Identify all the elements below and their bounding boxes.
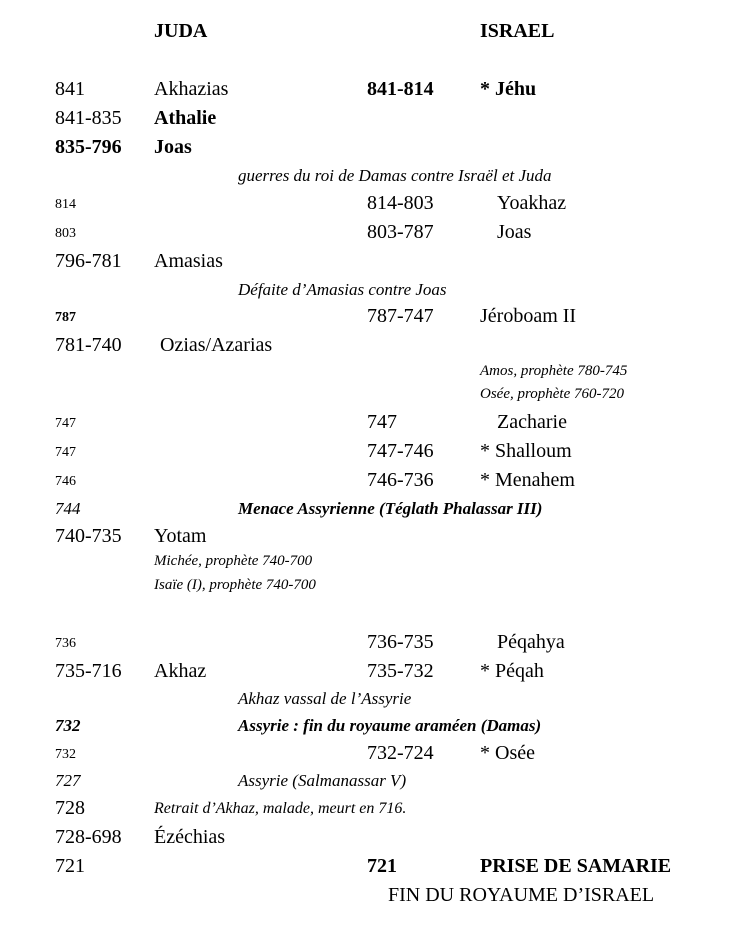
juda-years: 740-735	[55, 525, 122, 547]
israel-years: 814-803	[367, 192, 434, 214]
juda-king: Akhazias	[154, 78, 229, 100]
event-note: Assyrie (Salmanassar V)	[238, 771, 407, 790]
event-note: guerres du roi de Damas contre Israël et Juda	[238, 166, 552, 185]
juda-years: 841-835	[55, 107, 122, 129]
juda-year: 803	[55, 226, 76, 241]
juda-years: 796-781	[55, 250, 122, 272]
prophet-note: Amos, prophète 780-745	[480, 363, 628, 379]
juda-years: 781-740	[55, 334, 122, 356]
event-note: Akhaz vassal de l’Assyrie	[238, 689, 412, 708]
israel-years: 736-735	[367, 631, 434, 653]
juda-year: 728	[55, 797, 85, 819]
israel-king: Zacharie	[497, 411, 567, 433]
israel-years: 841-814	[367, 78, 434, 100]
juda-year: 814	[55, 197, 76, 212]
israel-king: Yoakhaz	[497, 192, 567, 214]
israel-event: PRISE DE SAMARIE	[480, 855, 672, 877]
juda-year: 721	[55, 855, 85, 877]
israel-years: 803-787	[367, 221, 434, 243]
israel-king: * Péqah	[480, 660, 544, 682]
juda-years: 728-698	[55, 826, 122, 848]
israel-years: 787-747	[367, 305, 434, 327]
prophet-note: Isaïe (I), prophète 740-700	[154, 577, 316, 593]
prophet-note: Osée, prophète 760-720	[480, 386, 624, 402]
juda-king: Athalie	[154, 107, 217, 129]
event-year: 744	[55, 499, 81, 518]
juda-year: 841	[55, 78, 85, 100]
israel-years: 721	[367, 855, 397, 877]
israel-king: Joas	[497, 221, 532, 243]
final-caption: FIN DU ROYAUME D’ISRAEL	[388, 884, 655, 906]
juda-year: 787	[55, 310, 76, 325]
event-year: 727	[55, 771, 81, 790]
israel-years: 735-732	[367, 660, 434, 682]
juda-years: 835-796	[55, 136, 122, 158]
israel-king: * Jéhu	[480, 78, 537, 100]
israel-king: Jéroboam II	[480, 305, 577, 327]
prophet-note: Michée, prophète 740-700	[154, 553, 313, 569]
header-juda: JUDA	[154, 20, 208, 42]
israel-years: 746-736	[367, 469, 434, 491]
juda-year: 732	[55, 747, 76, 762]
event-note: Défaite d’Amasias contre Joas	[238, 280, 447, 299]
juda-king: Joas	[154, 136, 192, 158]
event-note: Assyrie : fin du royaume araméen (Damas)	[238, 716, 542, 735]
header-israel: ISRAEL	[480, 20, 555, 42]
israel-years: 747-746	[367, 440, 434, 462]
event-year: 732	[55, 716, 81, 735]
event-note: Menace Assyrienne (Téglath Phalassar III)	[238, 499, 543, 518]
juda-year: 736	[55, 636, 76, 651]
israel-years: 747	[367, 411, 397, 433]
israel-king: * Menahem	[480, 469, 575, 491]
juda-king: Yotam	[154, 525, 207, 547]
juda-year: 747	[55, 416, 76, 431]
juda-king: Akhaz	[154, 660, 207, 682]
israel-king: * Shalloum	[480, 440, 572, 462]
israel-king: Péqahya	[497, 631, 565, 653]
event-note: Retrait d’Akhaz, malade, meurt en 716.	[154, 800, 407, 817]
juda-years: 735-716	[55, 660, 122, 682]
juda-king: Amasias	[154, 250, 223, 272]
israel-years: 732-724	[367, 742, 434, 764]
juda-year: 746	[55, 474, 76, 489]
israel-king: * Osée	[480, 742, 535, 764]
juda-king: Ozias/Azarias	[160, 334, 273, 356]
juda-year: 747	[55, 445, 76, 460]
juda-king: Ézéchias	[154, 826, 226, 848]
